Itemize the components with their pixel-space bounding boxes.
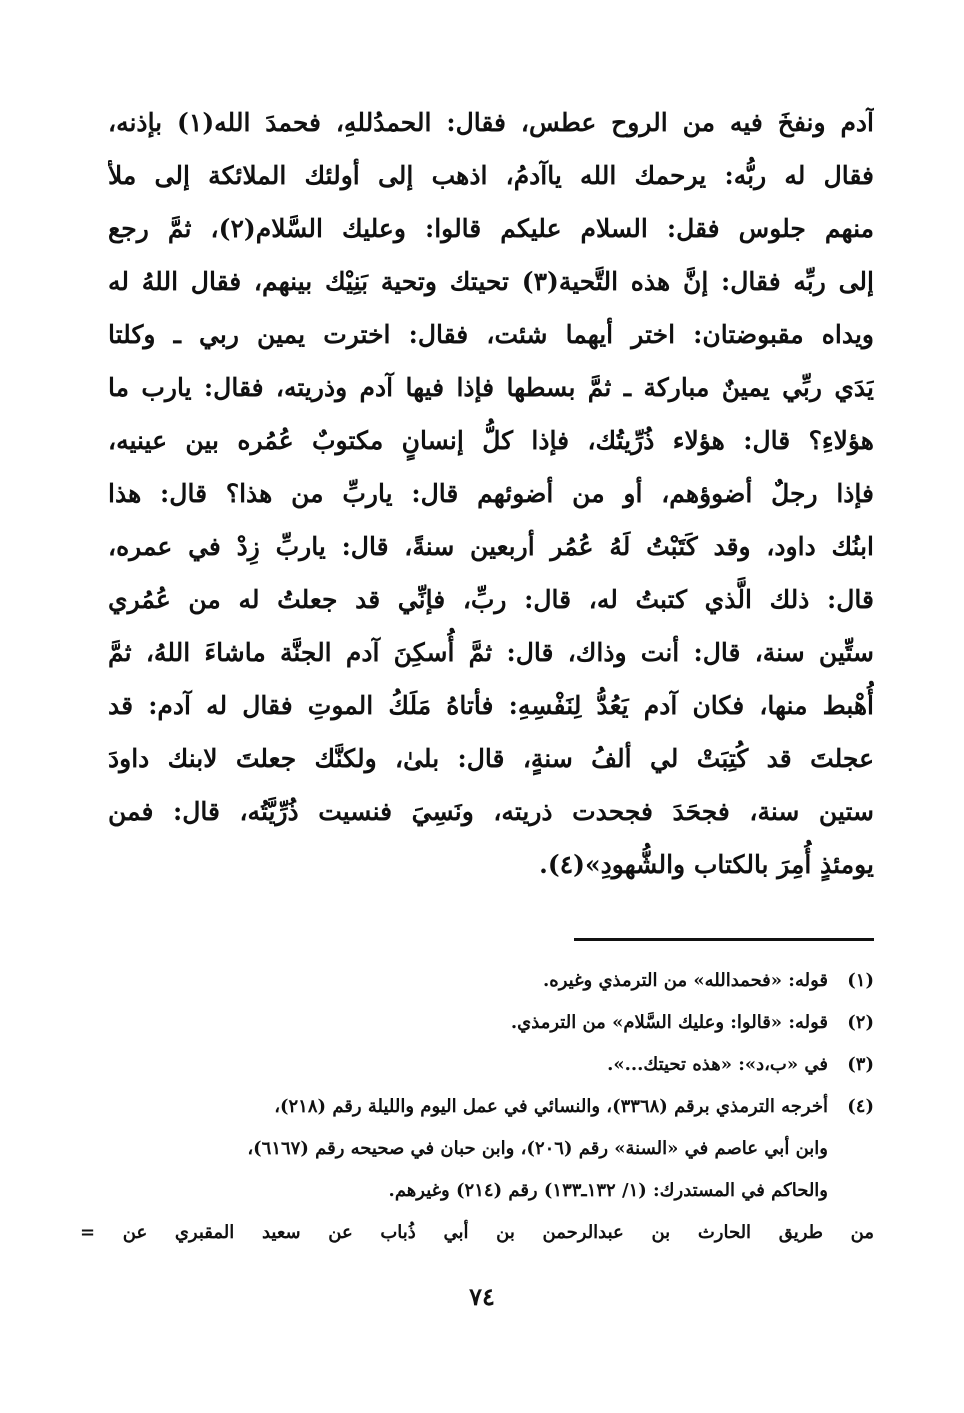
footnote-text: في «ب،د»: «هذه تحيتك...». — [607, 1054, 828, 1075]
text-line: فقال له ربُّه: يرحمك الله ياآدمُ، اذهب إلى أولئك الملائكة إلى ملأ — [108, 161, 874, 190]
text-line: إلى ربِّه فقال: إنَّ هذه التَّحية(٣) تحيتك وتحية بَنِيْك بينهم، فقال اللهُ له — [108, 267, 874, 296]
footnote-text: والحاكم في المستدرك: (١/ ١٣٢ـ١٣٣) رقم (٢١٤) وغيرهم. — [388, 1180, 828, 1201]
text-line: منهم جلوس فقل: السلام عليكم قالوا: وعليك السَّلام(٢)، ثمَّ رجع — [108, 214, 874, 243]
footnote-text: أخرجه الترمذي برقم (٣٣٦٨)، والنسائي في عمل اليوم والليلة رقم (٢١٨)، — [274, 1096, 828, 1117]
footnote — [80, 960, 874, 1002]
footnote-body — [80, 1044, 828, 1086]
text-line: ستين سنة، فجحَدَ فجحدت ذريته، ونَسِيَ فنسيت ذُرِّيَّتُه، قال: فمن — [108, 797, 874, 826]
text-line: قال: ذلك الَّذي كتبتُ له، قال: ربِّ، فإنِّي قد جعلتُ له من عُمُري — [108, 585, 874, 614]
footnotes-block — [80, 960, 874, 1254]
footnote-number: (٤) — [847, 1096, 874, 1117]
page-number: ٧٤ — [469, 1282, 495, 1311]
text-line: فإذا رجلٌ أضوؤهم، أو من أضوئهم قال: ياربِّ من هذا؟ قال: هذا — [108, 479, 874, 508]
footnote-number: (٣) — [847, 1054, 874, 1075]
footnote-text: وابن أبي عاصم في «السنة» رقم (٢٠٦)، وابن حبان في صحيحه رقم (٦١٦٧)، — [247, 1138, 828, 1159]
text-line: أُهْبط منها، فكان آدم يَعُدُّ لِنَفْسِهِ: فأتاهُ مَلَكُ الموتِ فقال له آدم: قد — [108, 691, 874, 720]
footnote — [80, 1044, 874, 1086]
text-line: ويداه مقبوضتان: اختر أيهما شئت، فقال: اخترت يمين ربي ـ وكلتا — [108, 320, 874, 349]
text-line: عجلتَ قد كُتِبَتْ لي ألفُ سنةٍ، قال: بلىٰ، ولكنَّك جعلتَ لابنك داودَ — [108, 744, 874, 773]
text-line: يَدَي ربِّي يمينٌ مباركة ـ ثمَّ بسطها فإذا فيها آدم وذريته، فقال: يارب ما — [108, 373, 874, 402]
text-line: هؤلاءِ؟ قال: هؤلاء ذُرِّيتُك، فإذا كلُّ إنسانٍ مكتوبٌ عُمُره بين عينيه، — [108, 426, 874, 455]
main-text-block — [108, 96, 874, 891]
text-line: يومئذٍ أُمِرَ بالكتاب والشُّهودِ»(٤). — [539, 850, 874, 879]
footnote-body — [80, 1002, 828, 1044]
text-line: ستِّين سنة، قال: أنت وذاك، قال: ثمَّ أُسكِنَ آدم الجنَّة ماشاءَ اللهُ، ثمَّ — [108, 638, 874, 667]
footnote-number: (١) — [847, 970, 874, 991]
footnote-text: قوله: «فحمدالله» من الترمذي وغيره. — [543, 970, 828, 991]
footnote — [80, 1086, 874, 1212]
text-line: ابنُك داود، وقد كَتَبْتُ لَهُ عُمُر أربعين سنةً، قال: ياربِّ زِدْ في عمره، — [108, 532, 874, 561]
footnote — [80, 1002, 874, 1044]
footnote-body — [80, 1086, 828, 1212]
footnote-text: قوله: «قالوا: وعليك السَّلام» من الترمذي. — [510, 1012, 828, 1033]
footnote-separator — [574, 938, 874, 941]
footnote-body — [80, 960, 828, 1002]
footnote-continuation: من طريق الحارث بن عبدالرحمن بن أبي ذُباب عن سعيد المقبري عن = — [80, 1222, 874, 1243]
footnote-number: (٢) — [847, 1012, 874, 1033]
text-line: آدم ونفخَ فيه من الروح عطس، فقال: الحمدُللهِ، فحمدَ الله(١) بإذنه، — [108, 108, 874, 137]
